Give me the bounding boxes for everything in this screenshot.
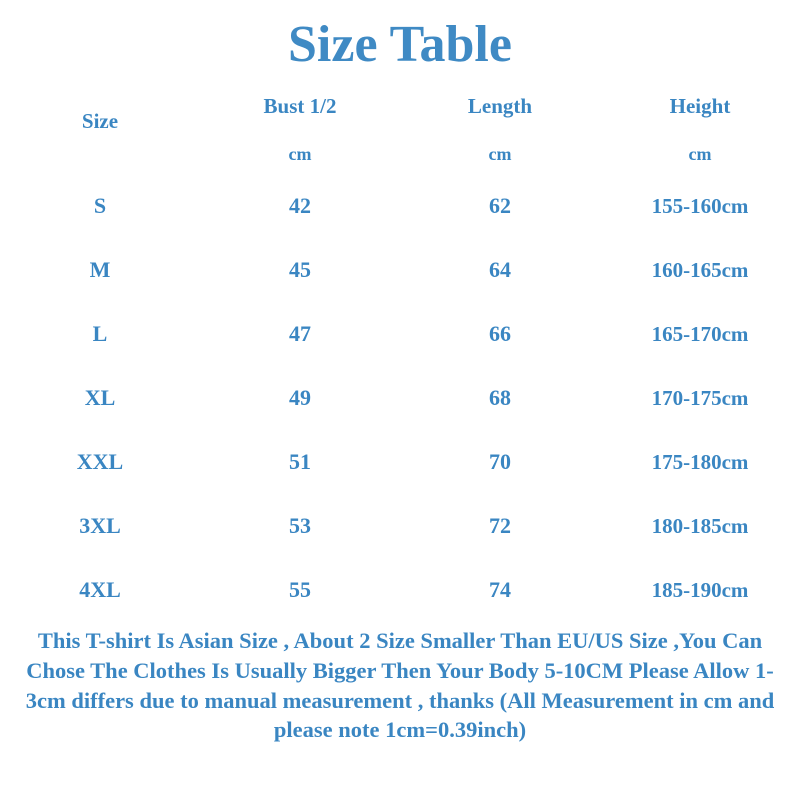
unit-cell-length: cm: [488, 143, 512, 164]
cell-height: 165-170cm: [651, 321, 749, 346]
cell-bust: 55: [289, 577, 311, 603]
cell-bust: 51: [289, 449, 311, 475]
cell-height: 155-160cm: [651, 193, 749, 218]
cell-length: 72: [489, 513, 511, 539]
cell-bust: 49: [289, 385, 311, 411]
cell-size: S: [93, 193, 107, 219]
cell-bust: 45: [289, 257, 311, 283]
cell-size: L: [92, 321, 108, 347]
cell-length: 62: [489, 193, 511, 219]
column-header-bust-label: Bust 1/2: [263, 94, 337, 119]
size-chart-table: [0, 79, 800, 622]
cell-length: 64: [489, 257, 511, 283]
cell-size: XL: [84, 385, 116, 411]
unit-cell-bust: cm: [288, 143, 312, 164]
column-header-size: [0, 79, 200, 134]
table-unit-row: [0, 134, 800, 174]
table-row: [0, 558, 800, 622]
table-header-row: [0, 79, 800, 134]
table-row: [0, 238, 800, 302]
cell-height: 180-185cm: [651, 513, 749, 538]
cell-height: 170-175cm: [651, 385, 749, 410]
column-header-height-label: Height: [669, 94, 731, 119]
cell-length: 74: [489, 577, 511, 603]
cell-size: 3XL: [79, 513, 121, 539]
table-row: [0, 302, 800, 366]
cell-size: M: [89, 257, 111, 283]
column-header-bust: [200, 79, 400, 134]
cell-bust: 53: [289, 513, 311, 539]
column-header-size-label: Size: [81, 109, 119, 134]
cell-height: 185-190cm: [651, 577, 749, 602]
cell-size: XXL: [76, 449, 124, 475]
table-row: [0, 430, 800, 494]
cell-length: 68: [489, 385, 511, 411]
table-row: [0, 494, 800, 558]
size-note-text: This T-shirt Is Asian Size , About 2 Size Smaller Than EU/US Size ,You Can Chose The Clothes Is Usually Bigger Then Your Body 5-10CM Please Allow 1-3cm differs due to manual measurement , thanks (All Measurement in cm and please note 1cm=0.39inch): [25, 628, 775, 743]
page-title: Size Table: [288, 16, 512, 73]
cell-height: 160-165cm: [651, 257, 749, 282]
cell-bust: 47: [289, 321, 311, 347]
cell-length: 70: [489, 449, 511, 475]
column-header-length-label: Length: [467, 94, 533, 119]
cell-length: 66: [489, 321, 511, 347]
cell-size: 4XL: [79, 577, 121, 603]
unit-cell-size: [0, 134, 200, 174]
column-header-length: [400, 79, 600, 134]
cell-bust: 42: [289, 193, 311, 219]
table-row: [0, 366, 800, 430]
cell-height: 175-180cm: [651, 449, 749, 474]
unit-cell-height: cm: [688, 143, 712, 164]
column-header-height: [600, 79, 800, 134]
table-row: [0, 174, 800, 238]
